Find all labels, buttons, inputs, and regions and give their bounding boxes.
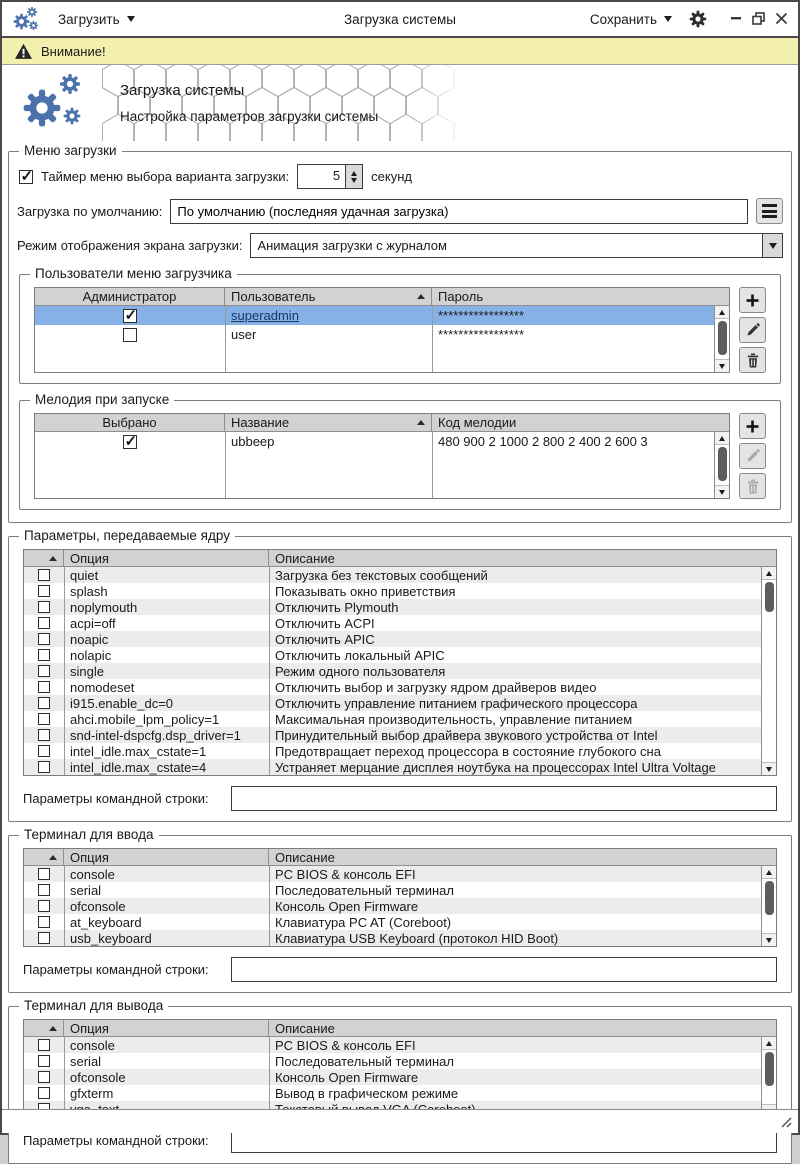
column-header-user[interactable]: Пользователь <box>225 288 432 305</box>
description-cell: Максимальная производительность, управление питанием <box>275 711 633 727</box>
kernel-cmdline-input[interactable] <box>231 786 777 811</box>
option-checkbox[interactable] <box>38 745 50 757</box>
option-row[interactable] <box>24 1085 776 1101</box>
titlebar <box>2 2 798 38</box>
save-menu-button[interactable]: Сохранить <box>590 12 672 27</box>
vertical-scrollbar[interactable] <box>761 567 776 775</box>
terminal-input-group <box>8 827 792 993</box>
scroll-down-button[interactable] <box>715 485 729 498</box>
option-cell: console <box>70 1037 115 1053</box>
trash-icon <box>746 353 760 368</box>
option-checkbox[interactable] <box>38 1055 50 1067</box>
default-boot-input[interactable] <box>170 199 748 224</box>
option-checkbox[interactable] <box>38 681 50 693</box>
chevron-down-icon <box>127 16 135 22</box>
option-checkbox[interactable] <box>38 697 50 709</box>
option-cell: i915.enable_dc=0 <box>70 695 174 711</box>
display-mode-select[interactable]: Анимация загрузки с журналом <box>250 233 783 258</box>
scroll-up-button[interactable] <box>762 567 776 580</box>
description-cell: Последовательный терминал <box>275 882 454 898</box>
description-cell: Отключить локальный APIC <box>275 647 445 663</box>
add-user-button[interactable] <box>739 287 766 313</box>
triangle-down-icon <box>766 767 772 772</box>
page-header <box>2 65 798 141</box>
vertical-scrollbar[interactable] <box>761 1037 776 1117</box>
column-header-admin[interactable]: Администратор <box>35 288 225 305</box>
settings-gear-icon[interactable] <box>688 9 708 29</box>
option-row[interactable] <box>24 930 776 946</box>
description-cell: Отключить ACPI <box>275 615 375 631</box>
group-legend: Мелодия при запуске <box>30 392 174 407</box>
trash-icon <box>746 479 760 494</box>
column-header-name[interactable]: Название <box>225 414 432 431</box>
description-cell: PC BIOS & консоль EFI <box>275 866 416 882</box>
option-checkbox[interactable] <box>38 932 50 944</box>
status-bar <box>2 1109 798 1133</box>
option-cell: at_keyboard <box>70 914 142 930</box>
cmdline-label: Параметры командной строки: <box>23 1133 209 1148</box>
user-row[interactable] <box>35 325 729 344</box>
vertical-scrollbar[interactable] <box>761 866 776 946</box>
admin-checkbox[interactable] <box>123 309 137 323</box>
password-cell: ***************** <box>438 308 525 323</box>
display-mode-label: Режим отображения экрана загрузки: <box>17 238 243 253</box>
description-cell: Загрузка без текстовых сообщений <box>275 567 488 583</box>
warning-banner <box>2 38 798 65</box>
scroll-up-button[interactable] <box>715 306 729 319</box>
option-cell: serial <box>70 882 102 898</box>
kernel-params-table[interactable] <box>23 549 777 776</box>
boot-entries-menu-button[interactable] <box>756 198 783 224</box>
cmdline-label: Параметры командной строки: <box>23 962 209 977</box>
option-row[interactable] <box>24 631 776 647</box>
option-checkbox[interactable] <box>38 916 50 928</box>
option-row[interactable] <box>24 1037 776 1053</box>
triangle-up-icon <box>766 571 772 576</box>
username-cell[interactable]: superadmin <box>231 308 299 323</box>
melody-code-cell: 480 900 2 1000 2 800 2 400 2 600 3 <box>438 434 648 449</box>
sort-ascending-icon <box>49 1026 57 1031</box>
group-legend: Параметры, передаваемые ядру <box>19 528 235 543</box>
pencil-icon <box>746 323 760 337</box>
option-cell: noapic <box>70 631 109 647</box>
gears-logo-icon <box>20 72 88 134</box>
option-cell: ofconsole <box>70 898 126 914</box>
warning-text: Внимание! <box>41 43 106 59</box>
description-cell: Отключить Plymouth <box>275 599 399 615</box>
description-cell: Отключить выбор и загрузку ядром драйверов видео <box>275 679 597 695</box>
page-subtitle: Настройка параметров загрузки системы <box>120 109 379 124</box>
close-button[interactable] <box>775 12 788 26</box>
column-header-code[interactable]: Код мелодии <box>438 415 517 430</box>
option-checkbox[interactable] <box>38 868 50 880</box>
description-cell: Показывать окно приветствия <box>275 583 456 599</box>
page-title: Загрузка системы <box>120 82 245 99</box>
warning-triangle-icon <box>14 43 33 60</box>
column-header-password[interactable]: Пароль <box>438 289 484 304</box>
option-cell: intel_idle.max_cstate=1 <box>70 743 207 759</box>
option-checkbox[interactable] <box>38 601 50 613</box>
option-cell: nomodeset <box>70 679 135 695</box>
maximize-button[interactable] <box>752 12 765 26</box>
timer-unit-label: секунд <box>371 169 412 184</box>
resize-grip-icon[interactable] <box>780 1116 793 1129</box>
username-cell[interactable]: user <box>231 327 257 342</box>
empty-rows <box>35 344 729 372</box>
description-cell: Предотвращает переход процессора в состояние глубокого сна <box>275 743 661 759</box>
option-cell: gfxterm <box>70 1085 114 1101</box>
scroll-up-button[interactable] <box>715 432 729 445</box>
description-cell: Консоль Open Firmware <box>275 898 419 914</box>
option-checkbox[interactable] <box>38 1087 50 1099</box>
spinner-up-icon[interactable] <box>351 171 357 176</box>
option-row[interactable] <box>24 743 776 759</box>
option-cell: console <box>70 866 115 882</box>
sort-ascending-icon <box>49 855 57 860</box>
group-legend: Пользователи меню загрузчика <box>30 266 237 281</box>
description-cell: Отключить APIC <box>275 631 375 647</box>
vertical-scrollbar[interactable] <box>714 432 729 498</box>
melody-row[interactable] <box>35 432 729 451</box>
plus-icon <box>746 294 759 307</box>
column-header-description[interactable]: Описание <box>275 1020 335 1036</box>
scroll-thumb[interactable] <box>718 321 727 355</box>
terminal-output-table[interactable] <box>23 1019 777 1118</box>
option-checkbox[interactable] <box>38 633 50 645</box>
option-cell: ofconsole <box>70 1069 126 1085</box>
option-checkbox[interactable] <box>38 1071 50 1083</box>
triangle-up-icon <box>719 436 725 441</box>
password-cell: ***************** <box>438 327 525 342</box>
description-cell: Отключить управление питанием графического процессора <box>275 695 638 711</box>
terminal-input-cmdline-input[interactable] <box>231 957 777 982</box>
spinner-down-icon[interactable] <box>351 178 357 183</box>
melody-table[interactable] <box>34 413 730 499</box>
delete-melody-button[interactable] <box>739 473 766 499</box>
description-cell: Устраняет мерцание дисплея ноутбука на процессорах Intel Ultra Voltage <box>275 759 716 775</box>
scroll-thumb[interactable] <box>765 881 774 915</box>
delete-user-button[interactable] <box>739 347 766 373</box>
startup-melody-group <box>19 392 781 510</box>
scroll-thumb[interactable] <box>765 582 774 612</box>
app-gears-icon <box>12 6 42 32</box>
option-row[interactable] <box>24 898 776 914</box>
boot-users-group <box>19 266 781 384</box>
scroll-up-button[interactable] <box>762 866 776 879</box>
option-row[interactable] <box>24 615 776 631</box>
column-header-description[interactable]: Описание <box>275 550 335 566</box>
pencil-icon <box>746 449 760 463</box>
load-menu-button[interactable]: Загрузить <box>58 12 135 27</box>
option-row[interactable] <box>24 711 776 727</box>
option-row[interactable] <box>24 759 776 775</box>
sort-ascending-icon <box>417 420 425 425</box>
terminal-output-group <box>8 998 792 1164</box>
triangle-down-icon <box>719 364 725 369</box>
option-cell: intel_idle.max_cstate=4 <box>70 759 207 775</box>
description-cell: Принудительный выбор драйвера звукового устройства от Intel <box>275 727 658 743</box>
option-row[interactable] <box>24 679 776 695</box>
option-cell: usb_keyboard <box>70 930 152 946</box>
option-row[interactable] <box>24 663 776 679</box>
plus-icon <box>746 420 759 433</box>
triangle-down-icon <box>766 938 772 943</box>
option-row[interactable] <box>24 914 776 930</box>
triangle-down-icon <box>719 490 725 495</box>
option-checkbox[interactable] <box>38 900 50 912</box>
option-checkbox[interactable] <box>38 1039 50 1051</box>
option-cell: nolapic <box>70 647 112 663</box>
triangle-up-icon <box>719 310 725 315</box>
option-checkbox[interactable] <box>38 585 50 597</box>
honeycomb-pattern <box>102 65 462 141</box>
add-melody-button[interactable] <box>739 413 766 439</box>
column-header-option[interactable]: Опция <box>64 1020 269 1036</box>
option-checkbox[interactable] <box>38 617 50 629</box>
scroll-up-button[interactable] <box>762 1037 776 1050</box>
scroll-thumb[interactable] <box>718 447 727 481</box>
option-checkbox[interactable] <box>38 713 50 725</box>
description-cell: Последовательный терминал <box>275 1053 454 1069</box>
option-cell: quiet <box>70 567 99 583</box>
description-cell: PC BIOS & консоль EFI <box>275 1037 416 1053</box>
melody-name-cell: ubbeep <box>231 434 275 449</box>
empty-rows <box>35 451 729 498</box>
users-table[interactable] <box>34 287 730 373</box>
column-header-check[interactable] <box>24 849 64 865</box>
option-row[interactable] <box>24 647 776 663</box>
window-title: Загрузка системы <box>344 11 456 27</box>
timer-label: Таймер меню выбора варианта загрузки: <box>41 169 290 184</box>
chevron-down-icon <box>769 243 777 249</box>
default-boot-label: Загрузка по умолчанию: <box>17 203 163 219</box>
scroll-down-button[interactable] <box>762 762 776 775</box>
column-header-description[interactable]: Описание <box>275 849 335 865</box>
timer-checkbox[interactable] <box>19 170 33 184</box>
column-header-selected[interactable]: Выбрано <box>35 414 225 431</box>
column-header-option[interactable]: Опция <box>64 550 269 566</box>
minimize-button[interactable] <box>730 12 742 26</box>
description-cell: Клавиатура PC AT (Coreboot) <box>275 914 452 930</box>
option-row[interactable] <box>24 1053 776 1069</box>
group-legend: Терминал для ввода <box>19 827 159 842</box>
vertical-scrollbar[interactable] <box>714 306 729 372</box>
group-legend: Меню загрузки <box>19 143 122 158</box>
scroll-down-button[interactable] <box>762 933 776 946</box>
triangle-up-icon <box>766 870 772 875</box>
description-cell: Режим одного пользователя <box>275 663 446 679</box>
description-cell: Клавиатура USB Keyboard (протокол HID Boot) <box>275 930 559 946</box>
sort-ascending-icon <box>417 294 425 299</box>
triangle-up-icon <box>766 1041 772 1046</box>
option-cell: noplymouth <box>70 599 138 615</box>
option-checkbox[interactable] <box>38 761 50 773</box>
chevron-down-icon <box>664 16 672 22</box>
scroll-thumb[interactable] <box>765 1052 774 1086</box>
column-header-option[interactable]: Опция <box>64 849 269 865</box>
option-checkbox[interactable] <box>38 729 50 741</box>
option-row[interactable] <box>24 599 776 615</box>
edit-melody-button[interactable] <box>739 443 766 469</box>
hamburger-icon <box>762 204 777 218</box>
option-cell: serial <box>70 1053 102 1069</box>
terminal-input-table[interactable] <box>23 848 777 947</box>
option-row[interactable] <box>24 727 776 743</box>
description-cell: Вывод в графическом режиме <box>275 1085 459 1101</box>
timer-value: 5 <box>332 168 341 183</box>
boot-menu-group <box>8 143 792 523</box>
option-row[interactable] <box>24 567 776 583</box>
description-cell: Консоль Open Firmware <box>275 1069 419 1085</box>
column-header-check[interactable] <box>24 1020 64 1036</box>
user-row[interactable] <box>35 306 729 325</box>
option-checkbox[interactable] <box>38 884 50 896</box>
edit-user-button[interactable] <box>739 317 766 343</box>
option-row[interactable] <box>24 695 776 711</box>
option-cell: acpi=off <box>70 615 116 631</box>
option-checkbox[interactable] <box>38 649 50 661</box>
scroll-down-button[interactable] <box>715 359 729 372</box>
kernel-params-group <box>8 528 792 822</box>
option-cell: single <box>70 663 104 679</box>
column-header-check[interactable] <box>24 550 64 566</box>
group-legend: Терминал для вывода <box>19 998 168 1013</box>
option-row[interactable] <box>24 882 776 898</box>
timer-spinner[interactable] <box>297 164 363 189</box>
admin-checkbox[interactable] <box>123 328 137 342</box>
option-checkbox[interactable] <box>38 665 50 677</box>
option-row[interactable] <box>24 583 776 599</box>
option-row[interactable] <box>24 866 776 882</box>
sort-ascending-icon <box>49 556 57 561</box>
selected-checkbox[interactable] <box>123 435 137 449</box>
option-row[interactable] <box>24 1069 776 1085</box>
option-cell: splash <box>70 583 108 599</box>
cmdline-label: Параметры командной строки: <box>23 791 209 806</box>
option-cell: snd-intel-dspcfg.dsp_driver=1 <box>70 727 241 743</box>
option-cell: ahci.mobile_lpm_policy=1 <box>70 711 220 727</box>
option-checkbox[interactable] <box>38 569 50 581</box>
